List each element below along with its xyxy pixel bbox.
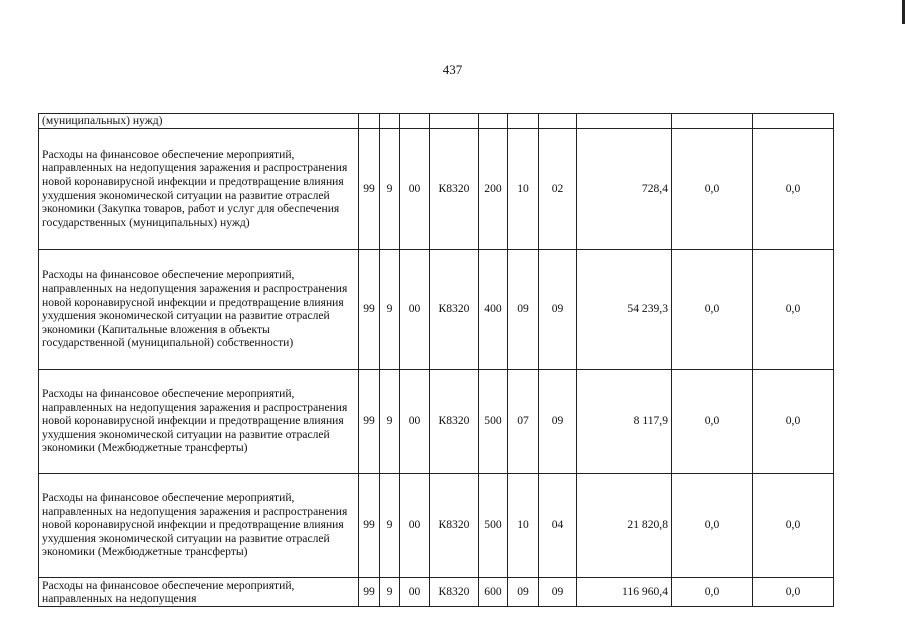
code-cell: 500 [479, 473, 508, 577]
table-row [39, 249, 834, 369]
amount-cell: 0,0 [753, 128, 834, 249]
amount-cell: 0,0 [672, 249, 753, 369]
code-cell: 09 [539, 249, 577, 369]
code-cell: 9 [380, 369, 400, 473]
code-cell: 09 [508, 249, 539, 369]
amount-cell: 116 960,4 [577, 577, 672, 606]
code-cell: 9 [380, 249, 400, 369]
amount-cell: 0,0 [672, 128, 753, 249]
code-cell: 99 [359, 369, 380, 473]
code-cell: К8320 [430, 249, 479, 369]
table-row [39, 128, 834, 249]
code-cell: К8320 [430, 128, 479, 249]
code-cell: 99 [359, 128, 380, 249]
code-cell: 9 [380, 128, 400, 249]
code-cell: 200 [479, 128, 508, 249]
table-row [39, 473, 834, 577]
code-cell: 99 [359, 473, 380, 577]
code-cell: 10 [508, 128, 539, 249]
code-cell: 00 [400, 369, 430, 473]
budget-table [38, 113, 834, 607]
code-cell: 99 [359, 249, 380, 369]
code-cell: 02 [539, 128, 577, 249]
amount-cell: 0,0 [672, 369, 753, 473]
code-cell: 400 [479, 249, 508, 369]
code-cell: 07 [508, 369, 539, 473]
amount-cell: 0,0 [753, 369, 834, 473]
row-description: Расходы на финансовое обеспечение мероприятий, направленных на недопущения заражения и распространения новой коронавирусной инфекции и предотвращение влияния ухудшения экономической ситуации на развитие отраслей экономики (Капитальные вложения в объекты государственной (муниципальной) собственности) [39, 249, 359, 369]
code-cell: К8320 [430, 577, 479, 606]
row-description: Расходы на финансовое обеспечение мероприятий, направленных на недопущения заражения и распространения новой коронавирусной инфекции и предотвращение влияния ухудшения экономической ситуации на развитие отраслей экономики (Межбюджетные трансферты) [39, 369, 359, 473]
code-cell: 10 [508, 473, 539, 577]
row-description: Расходы на финансовое обеспечение мероприятий, направленных на недопущения заражения и распространения новой коронавирусной инфекции и предотвращение влияния ухудшения экономической ситуации на развитие отраслей экономики (Закупка товаров, работ и услуг для обеспечения государственных (муниципальных) нужд) [39, 128, 359, 249]
row-description: Расходы на финансовое обеспечение мероприятий, направленных на недопущения заражения и распространения новой коронавирусной инфекции и предотвращение влияния ухудшения экономической ситуации на развитие отраслей экономики (Межбюджетные трансферты) [39, 473, 359, 577]
amount-cell: 21 820,8 [577, 473, 672, 577]
code-cell: 04 [539, 473, 577, 577]
code-cell: 09 [539, 369, 577, 473]
table-row [39, 369, 834, 473]
code-cell: 09 [539, 577, 577, 606]
amount-cell: 0,0 [753, 577, 834, 606]
code-cell: 500 [479, 369, 508, 473]
code-cell: 9 [380, 577, 400, 606]
row-description: (муниципальных) нужд) [39, 114, 359, 129]
code-cell: К8320 [430, 473, 479, 577]
row-description: Расходы на финансовое обеспечение мероприятий, направленных на недопущения [39, 577, 359, 606]
code-cell: 00 [400, 577, 430, 606]
page-number: 437 [442, 62, 463, 77]
code-cell: 9 [380, 473, 400, 577]
amount-cell: 0,0 [672, 473, 753, 577]
code-cell: 00 [400, 473, 430, 577]
amount-cell: 0,0 [672, 577, 753, 606]
code-cell: 600 [479, 577, 508, 606]
code-cell: К8320 [430, 369, 479, 473]
code-cell: 00 [400, 128, 430, 249]
table-row [39, 577, 834, 606]
code-cell: 00 [400, 249, 430, 369]
amount-cell: 54 239,3 [577, 249, 672, 369]
code-cell: 09 [508, 577, 539, 606]
amount-cell: 728,4 [577, 128, 672, 249]
amount-cell: 0,0 [753, 473, 834, 577]
amount-cell: 0,0 [753, 249, 834, 369]
code-cell: 99 [359, 577, 380, 606]
amount-cell: 8 117,9 [577, 369, 672, 473]
table-row [39, 114, 834, 129]
